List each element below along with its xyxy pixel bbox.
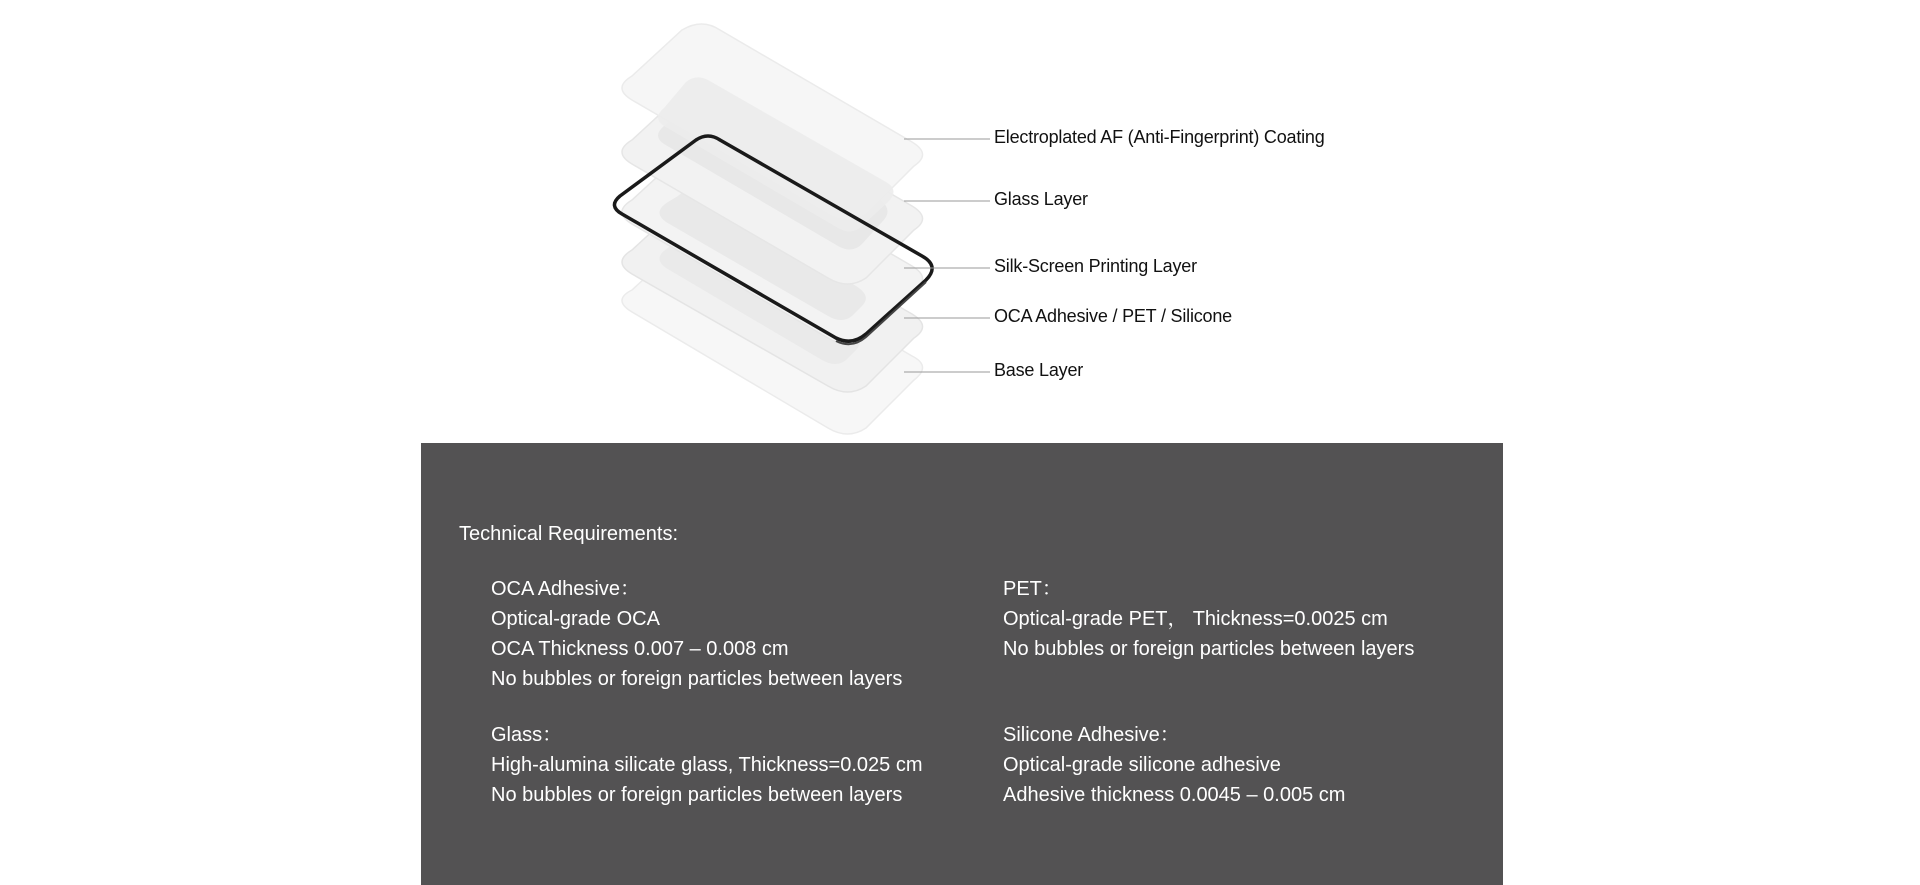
technical-requirements-title: Technical Requirements: bbox=[459, 523, 678, 545]
leader-lines bbox=[904, 139, 990, 372]
spec-line: No bubbles or foreign particles between layers bbox=[491, 668, 903, 690]
label-af-coating: Electroplated AF (Anti-Fingerprint) Coating bbox=[994, 127, 1325, 147]
spec-group-silicone-adhesive bbox=[1003, 720, 1345, 810]
technical-requirements-panel bbox=[421, 443, 1503, 885]
spec-group-glass bbox=[491, 720, 923, 810]
spec-line: Optical-grade PET， Thickness=0.0025 cm bbox=[1003, 608, 1388, 630]
spec-group-pet bbox=[1003, 574, 1414, 664]
spec-line: No bubbles or foreign particles between layers bbox=[1003, 638, 1415, 660]
spec-line: No bubbles or foreign particles between layers bbox=[491, 784, 903, 806]
label-oca-layer: OCA Adhesive / PET / Silicone bbox=[994, 306, 1232, 326]
spec-heading-silicone: Silicone Adhesive： bbox=[1003, 724, 1180, 746]
spec-heading-oca: OCA Adhesive： bbox=[491, 578, 640, 600]
spec-line: Optical-grade silicone adhesive bbox=[1003, 754, 1281, 776]
spec-line: Adhesive thickness 0.0045 – 0.005 cm bbox=[1003, 784, 1346, 806]
label-glass-layer: Glass Layer bbox=[994, 189, 1088, 209]
spec-heading-glass: Glass： bbox=[491, 724, 563, 746]
spec-line: OCA Thickness 0.007 – 0.008 cm bbox=[491, 638, 789, 660]
label-silk-screen-layer: Silk-Screen Printing Layer bbox=[994, 256, 1197, 276]
spec-line: Optical-grade OCA bbox=[491, 608, 660, 630]
spec-heading-pet: PET： bbox=[1003, 578, 1062, 600]
spec-line: High-alumina silicate glass, Thickness=0.025 cm bbox=[491, 754, 923, 776]
spec-group-oca-adhesive bbox=[491, 574, 902, 694]
label-base-layer: Base Layer bbox=[994, 360, 1084, 380]
